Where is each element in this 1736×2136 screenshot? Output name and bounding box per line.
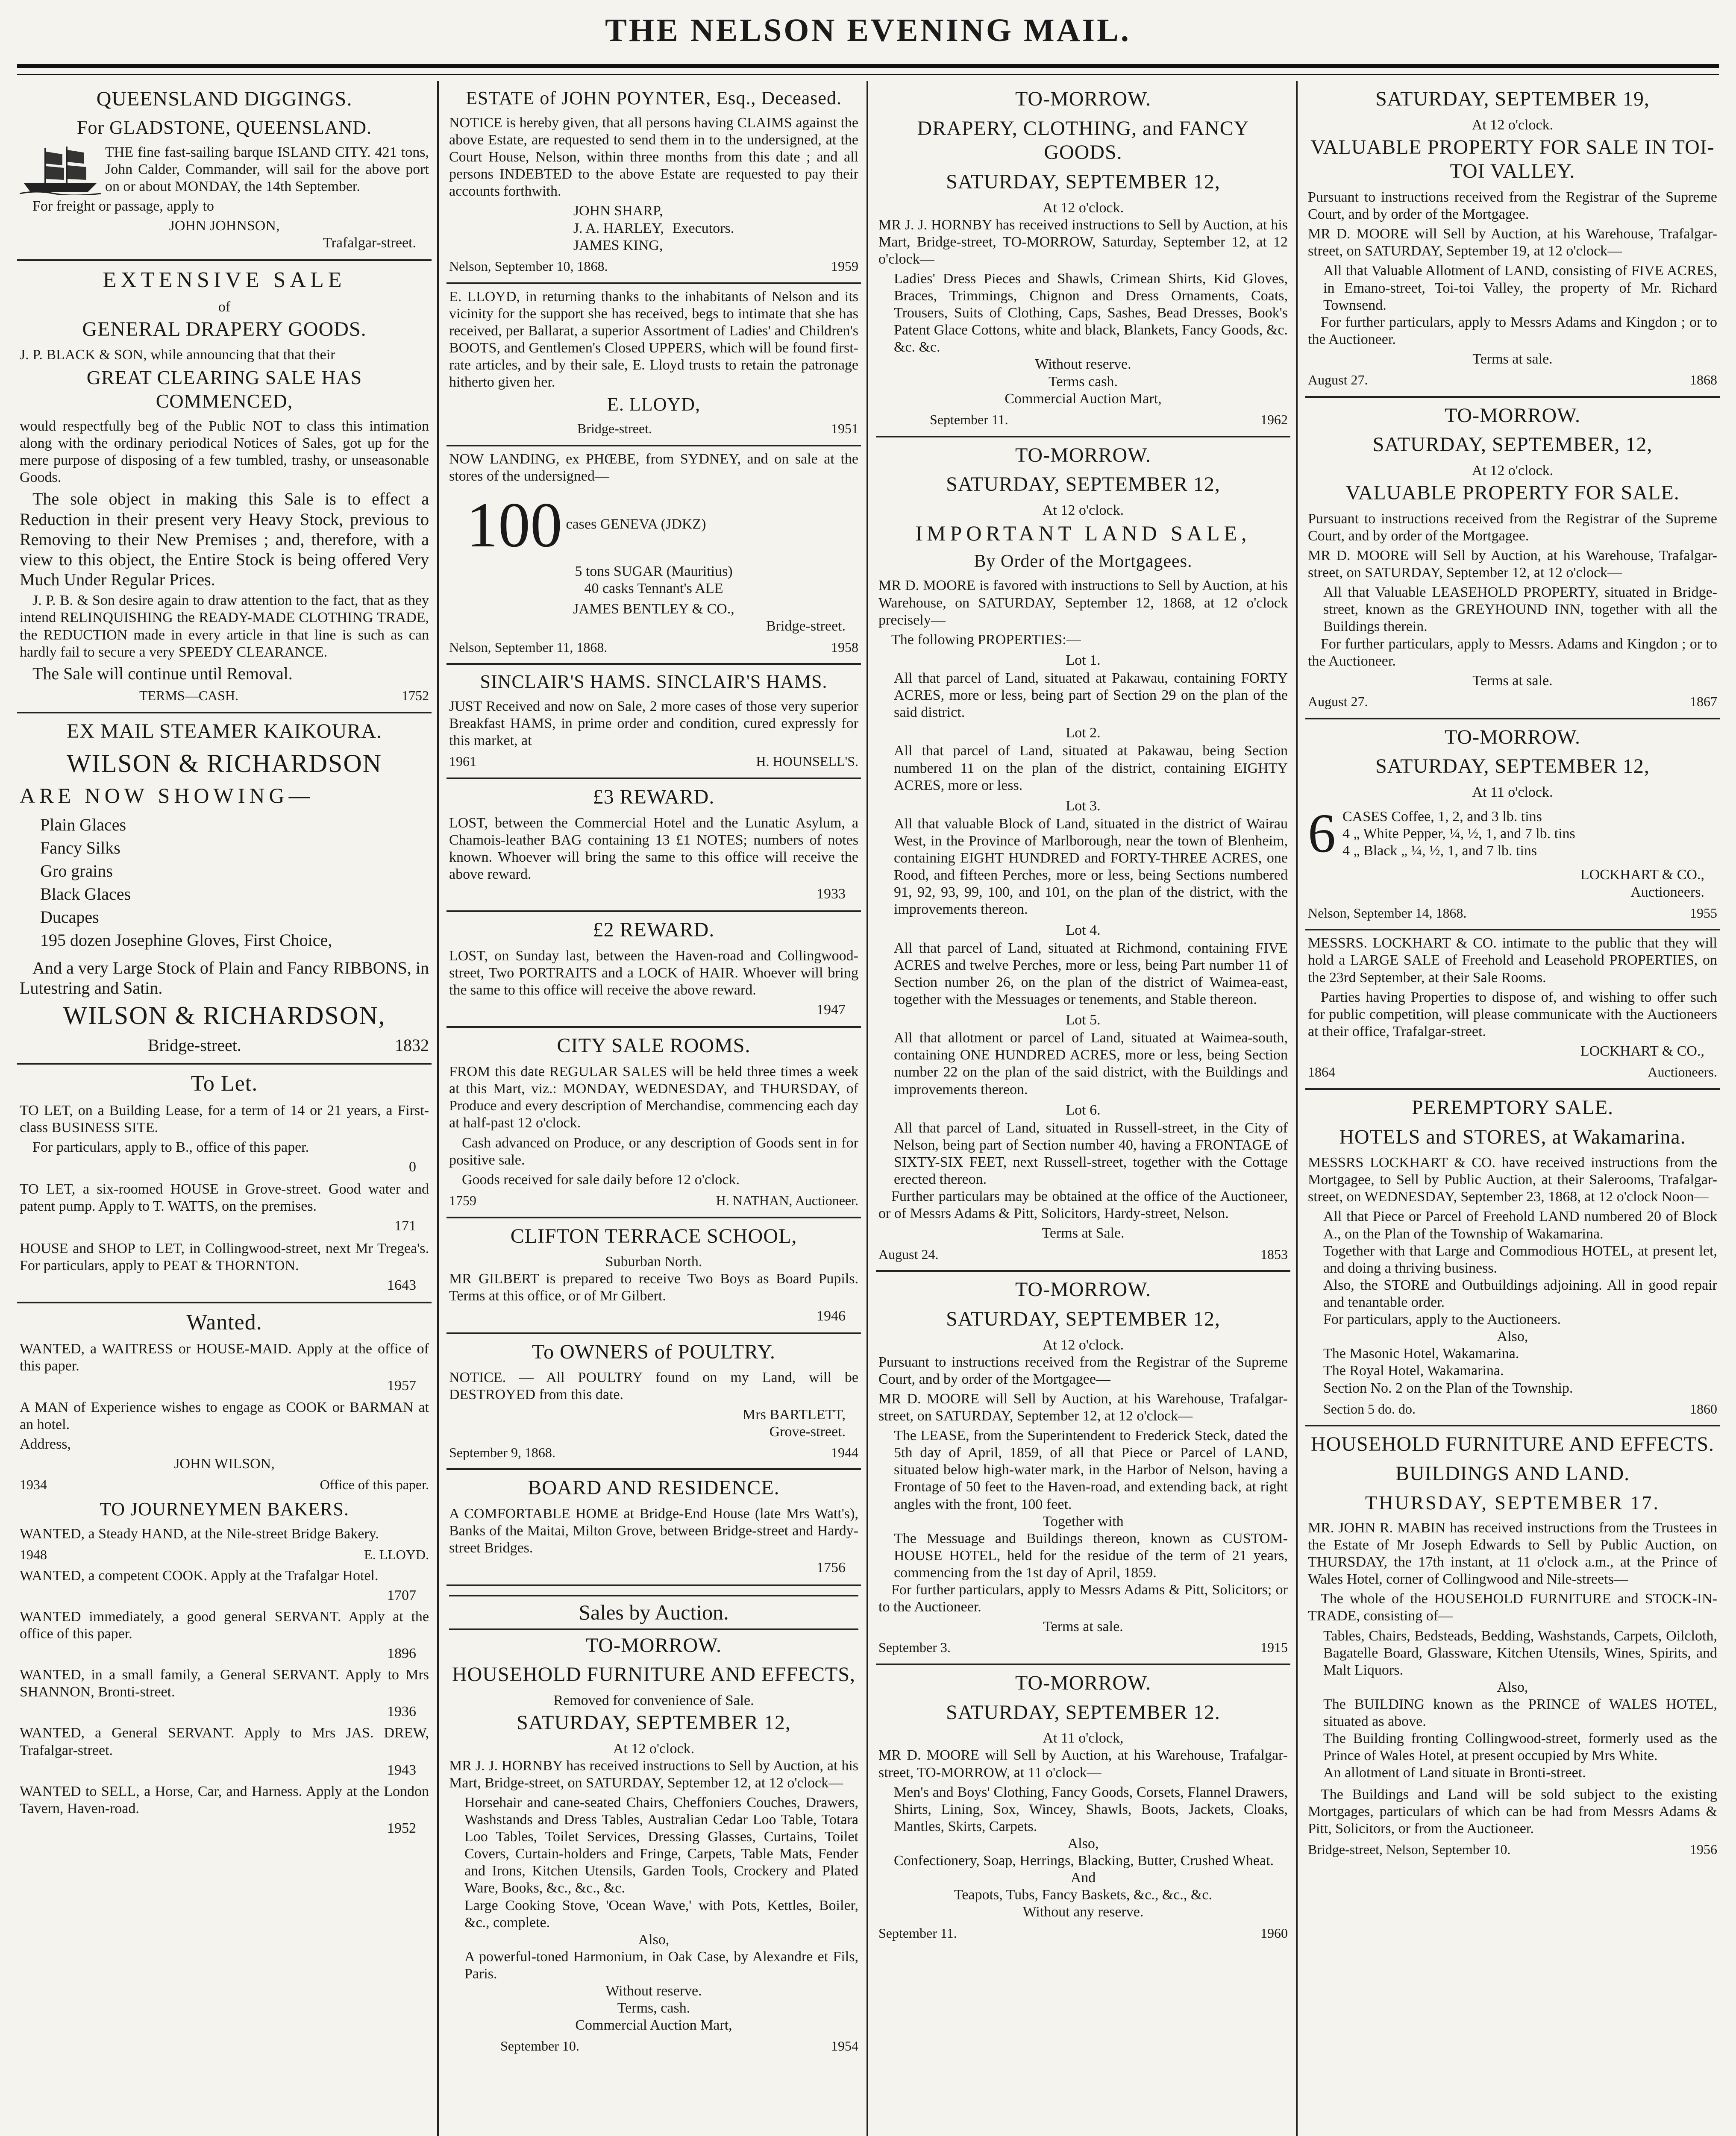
lot-text: All that parcel of Land, situated at Pakawau, containing FORTY ACRES, more or less, being part of Section 29 on the plan of the said district. [894,670,1288,721]
section-heading: Wanted. [186,1310,262,1335]
ad-kicker: TO-MORROW. [1444,725,1581,748]
ad-body: MR D. MOORE will Sell by Auction, at his Warehouse, Trafalgar-street, on SATURDAY, September 12, at 12 o'clock— [1308,548,1717,581]
ad-number: 1643 [387,1277,416,1293]
lot-text: All that parcel of Land, situated in Russell-street, in the City of Nelson, being part of Section number 40, having a FRONTAGE of SIXTY-SIX FEET, next Russell-street, together with the Cottage erected thereon. [894,1120,1288,1188]
ad-address: Bridge-street. [577,421,652,437]
ad-items: Confectionery, Soap, Herrings, Blacking, Butter, Crushed Wheat. [894,1853,1274,1869]
ad-title: To OWNERS of POULTRY. [532,1340,775,1363]
column-2 [446,81,861,2136]
ad-body: For further particulars, apply to Messrs Adams & Pitt, Solicitors; or to the Auctioneer. [878,1582,1288,1615]
ad-text: Also, [1067,1836,1099,1852]
ad-body: E. LLOYD, in returning thanks to the inhabitants of Nelson and its vicinity for the support she has received, begs to intimate that she has received, per Ballarat, a superior Assortment of Ladies' and Children's BOOTS, and Gentlemen's Closed UPPERS, which will be found first-rate articles, and by their sale, E. Lloyd trusts to retain the patronage hitherto given her. [449,288,858,390]
ad-time: At 11 o'clock. [1472,784,1553,800]
ad-body: JUST Received and now on Sale, 2 more cases of those very superior Breakfast HAMS, in prime order and condition, cured expressly for this market, at [449,698,858,749]
section-to-let [17,1065,432,1303]
ad-body: WANTED immediately, a good general SERVANT. Apply at the office of this paper. [20,1608,429,1642]
list-item: cases GENEVA (JDKZ) [566,516,706,532]
ad-wilson-richardson [17,713,432,1065]
ad-name: JAMES KING, [573,237,663,253]
ad-kicker: TO-MORROW. [1015,88,1151,110]
ad-date: SATURDAY, SEPTEMBER, 12, [1372,433,1653,456]
ad-title: £2 REWARD. [593,918,715,942]
ad-household-furniture [446,1586,861,2063]
ad-title: CITY SALE ROOMS. [557,1034,751,1057]
ad-title: CLIFTON TERRACE SCHOOL, [510,1224,797,1247]
ad-number: 1944 [831,1444,858,1460]
ad-body: Pursuant to instructions received from the Registrar of the Supreme Court, and by order of the Mortgagee— [878,1354,1288,1387]
ad-date: August 24. [878,1246,939,1262]
ad-date: Nelson, September 10, 1868. [449,258,608,274]
ad-number: 1960 [1260,1925,1288,1941]
ad-title: QUEENSLAND DIGGINGS. [96,88,352,110]
ad-body: A COMFORTABLE HOME at Bridge-End House (late Mrs Watt's), Banks of the Maitai, Milton Grove, between Bridge-street and Hardy-street Bridges. [449,1506,858,1556]
ad-sinclair-hams [446,665,861,779]
section-wanted [17,1303,432,1845]
ad-body: For particulars, apply to B., office of this paper. [32,1139,309,1156]
ad-date: SATURDAY, SEPTEMBER 12, [1375,755,1650,778]
ad-body: For particulars, apply to the Auctioneers. [1323,1312,1561,1328]
ad-phoebe-landing [446,446,861,665]
ad-title: EXTENSIVE SALE [103,268,346,293]
ad-body: LOST, on Sunday last, between the Haven-road and Collingwood-street, Two PORTRAITS and a LOCK of HAIR. Whoever will bring the same to this office will receive the above reward. [449,948,858,998]
ad-time: At 12 o'clock. [1472,117,1554,133]
ad-body: Further particulars may be obtained at the office of the Auctioneer, or of Messrs Adams & Pitt, Solicitors, Hardy-street, Nelson. [878,1188,1288,1222]
ad-items: Large Cooking Stove, 'Ocean Wave,' with Pots, Kettles, Boiler, &c., complete. [464,1897,858,1931]
big-number: 6 [1308,803,1336,865]
ad-number: 1955 [1690,905,1717,921]
ad-items: Tables, Chairs, Bedsteads, Bedding, Washstands, Carpets, Oilcloth, Bagatelle Board, Glassware, Kitchen Utensils, Wines, Spirits, and Malt Liquors. [1323,1628,1717,1678]
ad-date: Nelson, September 14, 1868. [1308,905,1467,921]
ad-body: FROM this date REGULAR SALES will be held three times a week at this Mart, viz.: MONDAY, WEDNESDAY, and THURSDAY, of Produce and every description of Merchandise, commencing each day at half-past 12 o'clock. [449,1064,858,1131]
ad-items: Also, the STORE and Outbuildings adjoining. All in good repair and tenantable order. [1323,1277,1717,1311]
ad-body: NOTICE. — All POULTRY found on my Land, will be DESTROYED from this date. [449,1370,858,1403]
ad-number: 1864 [1308,1064,1335,1080]
ad-prince-of-wales [1305,1426,1720,1865]
ad-name: LOCKHART & CO., [1580,1043,1704,1059]
ad-items: An allotment of Land situate in Bronti-street. [1323,1765,1586,1781]
ad-items: All that Valuable Allotment of LAND, consisting of FIVE ACRES, in Emano-street, Toi-toi Valley, the property of Mr. Richard Townsend. [1323,263,1717,313]
ad-number: 1959 [831,258,858,274]
ad-date: Nelson, September 11, 1868. [449,639,608,655]
ad-kicker: TO-MORROW. [1015,1672,1151,1695]
ad-items: Teapots, Tubs, Fancy Baskets, &c., &c., &c. [954,1887,1212,1903]
ad-name: JAMES BENTLEY & CO., [573,601,734,617]
ad-name: H. HOUNSELL'S. [756,754,858,769]
ad-body: For further particulars, apply to Messrs. Adams and Kingdon ; or to the Auctioneer. [1308,636,1717,669]
ad-body: MR D. MOORE is favored with instructions to Sell by Auction, at his Warehouse, on SATURDAY, September 12, 1868, at 12 o'clock precisely— [878,578,1288,628]
ad-name: Mrs BARTLETT, [743,1406,846,1423]
ad-address: Office of this paper. [320,1477,429,1493]
ad-board-residence [446,1470,861,1586]
ad-body: WANTED, in a small family, a General SERVANT. Apply to Mrs SHANNON, Bronti-street. [20,1667,429,1700]
ad-number: 1756 [817,1560,846,1576]
list-item: Plain Glaces [40,815,126,835]
ad-custom-house-lease [876,1272,1290,1665]
ad-items: The LEASE, from the Superintendent to Frederick Steck, dated the 5th day of April, 1859, of all that Piece or Parcel of LAND, situated below high-water mark, in the Harbor of Nelson, having a Frontage of 50 feet to the Haven-road, and extending back, at right angles with the front, 100 feet. [894,1428,1288,1512]
ad-wakamarina-hotels [1305,1090,1720,1427]
ad-number: 1759 [449,1192,476,1208]
ad-body: WANTED, a Steady HAND, at the Nile-street Bridge Bakery. [20,1526,379,1542]
lot-label: Lot 5. [1066,1012,1101,1028]
column-rule [1296,81,1298,2136]
ad-body: The whole of the HOUSEHOLD FURNITURE and STOCK-IN-TRADE, consisting of— [1308,1591,1717,1624]
ad-subtitle: For GLADSTONE, QUEENSLAND. [76,117,372,138]
ad-number: 1946 [817,1308,846,1324]
lot-text: All that allotment or parcel of Land, situated at Waimea-south, containing ONE HUNDRED ACRES, more or less, being Section number 22 on the plan of the said district, with the Buildings and improvements thereon. [894,1030,1288,1097]
ad-body: WANTED, a competent COOK. Apply at the Trafalgar Hotel. [20,1567,379,1584]
ad-items: A powerful-toned Harmonium, in Oak Case, by Alexandre et Fils, Paris. [464,1948,858,1982]
ad-body: MR D. MOORE will Sell by Auction, at his Warehouse, Trafalgar-street, TO-MORROW, at 11 o'clock— [878,1747,1288,1781]
ad-date: SATURDAY, SEPTEMBER 12, [946,473,1220,496]
ad-body: J. P. B. & Son desire again to draw attention to the fact, that as they intend RELINQUISHING the READY-MADE CLOTHING TRADE, the REDUCTION made in every article in that line is such as can hardly fail to secure a very SPEEDY CLEARANCE. [20,593,429,660]
list-item: Black Glaces [40,884,131,904]
ad-body: Pursuant to instructions received from the Registrar of the Supreme Court, and by order of the Mortgagee. [1308,189,1717,223]
ad-name: JOHN SHARP, [573,203,663,219]
ad-body: WANTED, a WAITRESS or HOUSE-MAID. Apply at the office of this paper. [20,1341,429,1374]
ad-number: 1832 [395,1036,429,1055]
ad-items: The Messuage and Buildings thereon, known as CUSTOM-HOUSE HOTEL, held for the residue of the term of 21 years, commencing from the 1st day of April, 1859. [894,1530,1288,1581]
ad-date: SATURDAY, SEPTEMBER 12, [517,1711,791,1734]
masthead-rule [17,64,1719,75]
ad-title: HOTELS and STORES, at Wakamarina. [1339,1125,1686,1148]
ad-subtitle: By Order of the Mortgagees. [974,551,1193,571]
ad-number: 1936 [387,1704,416,1720]
list-item: 4 „ Black „ ¼, ½, 1, and 7 lb. tins [1342,842,1537,859]
ad-time: At 11 o'clock, [1043,1730,1124,1746]
ad-items: The BUILDING known as the PRINCE of WALES HOTEL, situated as above. [1323,1696,1717,1730]
list-item: CASES Coffee, 1, 2, and 3 lb. tins [1342,808,1542,824]
ad-address: Commercial Auction Mart, [575,2017,732,2033]
ad-items: The Building fronting Collingwood-street, formerly used as the Prince of Wales Hotel, at present occupied by Mrs White. [1323,1731,1717,1764]
ad-toi-toi-valley [1305,81,1720,398]
ad-number: 0 [409,1159,416,1175]
ad-body: Address, [20,1436,71,1452]
ad-address: Bridge-street. [766,618,846,634]
list-item: 5 tons SUGAR (Mauritius) [575,563,733,580]
list-item: Section 5 do. do. [1323,1401,1416,1417]
ad-kicker: TO-MORROW. [1444,404,1581,427]
ad-clothing-confectionery [876,1665,1290,1949]
ad-subtitle: Removed for convenience of Sale. [553,1692,754,1708]
ad-number: 1952 [387,1820,416,1836]
list-item: 4 „ White Pepper, ¼, ½, 1, and 7 lb. tins [1342,825,1575,842]
ad-number: 1853 [1260,1246,1288,1262]
ad-body: MR J. J. HORNBY has received instructions to Sell by Auction, at his Mart, Bridge-street, TO-MORROW, Saturday, September 12, at 12 o'clock— [878,217,1288,267]
ad-date: SATURDAY, SEPTEMBER 12, [946,1307,1220,1330]
ad-number: 171 [394,1218,416,1234]
ad-date: SATURDAY, SEPTEMBER 12. [946,1701,1220,1724]
ad-body: J. P. BLACK & SON, while announcing that that their [20,347,335,363]
ad-heading: TO JOURNEYMEN BAKERS. [100,1498,349,1520]
ad-number: 1948 [20,1546,47,1562]
ad-name: E. LLOYD, [607,394,700,415]
ad-role: Auctioneers. [1630,884,1704,900]
column-rule [867,81,868,2136]
ad-terms: TERMS—CASH. [139,687,239,703]
column-3 [876,81,1290,2136]
ad-name: J. A. HARLEY, [573,220,664,236]
ad-name: LOCKHART & CO., [1580,867,1704,883]
ad-text: Also, [638,1931,670,1948]
list-item: Ducapes [40,907,99,927]
ad-number: 1958 [831,639,858,655]
ad-drapery-sale [17,261,432,713]
ad-body: NOW LANDING, ex PHŒBE, from SYDNEY, and on sale at the stores of the undersigned— [449,451,858,484]
ad-name: JOHN JOHNSON, [169,217,280,234]
ad-body: The Buildings and Land will be sold subject to the existing Mortgages, particulars of which can be had from Messrs Adams & Pitt, Solicitors, or from the Auctioneer. [1308,1786,1717,1837]
ad-number: 1860 [1690,1401,1717,1417]
ad-number: 1896 [387,1645,416,1661]
section-heading: To Let. [191,1071,258,1096]
ad-lockhart-large-sale [1305,930,1720,1090]
ad-body: THE fine fast-sailing barque ISLAND CITY. 421 tons, John Calder, Commander, will sail for the above port on or about MONDAY, the 14th September. [105,144,429,194]
ad-firm: WILSON & RICHARDSON [66,749,382,778]
ad-text: Without reserve. [1035,356,1131,373]
ad-date: Bridge-street, Nelson, September 10. [1308,1841,1511,1857]
list-item: 195 dozen Josephine Gloves, First Choice, [40,930,332,950]
ad-date: September 11. [930,411,1008,427]
ad-poultry [446,1334,861,1470]
ad-lloyd-boots [446,284,861,446]
ad-body: would respectfully beg of the Public NOT to class this intimation along with the ordinary periodical Notices of Sales, got up for the mere purpose of disposing of a few tumbled, trashy, or unseasonable Goods. [20,418,429,486]
list-item: The Royal Hotel, Wakamarina. [1323,1363,1504,1379]
lot-text: All that parcel of Land, situated at Richmond, containing FIVE ACRES and twelve Perches, more or less, being Part number 11 of Section number 26, on the plan of the district of Waimea-east, together with the Messuages or tenements, and Stable thereon. [894,940,1288,1007]
ad-body: And a very Large Stock of Plain and Fancy RIBBONS, in Lutestring and Satin. [20,958,429,998]
ad-text: Together with [1043,1513,1124,1529]
ad-body: MR J. J. HORNBY has received instructions to Sell by Auction, at his Mart, Bridge-street, on SATURDAY, September 12, at 12 o'clock— [449,1758,858,1791]
ad-body: WANTED to SELL, a Horse, Car, and Harness. Apply at the London Tavern, Haven-road. [20,1783,429,1816]
ad-title: HOUSEHOLD FURNITURE AND EFFECTS, [452,1663,856,1686]
ad-date: September 11. [878,1925,957,1941]
ad-number: 1933 [817,886,846,902]
ad-clifton-school [446,1218,861,1334]
ad-time: At 12 o'clock. [1042,200,1124,216]
ad-reward-3 [446,779,861,912]
lot-text: All that valuable Block of Land, situated in the district of Wairau West, in the Province of Marlborough, near the town of Blenheim, containing EIGHT HUNDRED and FORTY-THREE ACRES, one Rood, and fifteen Perches, more or less, being Sections numbered 91, 92, 93, 99, 100, and 101, on the plan of the district, with the improvements thereon. [894,816,1288,918]
ad-date: August 27. [1308,693,1368,709]
ad-number: 1957 [387,1378,416,1394]
ad-number: 1956 [1690,1841,1717,1857]
ad-items: Men's and Boys' Clothing, Fancy Goods, Corsets, Flannel Drawers, Shirts, Lining, Sox, Wincey, Shawls, Boots, Jackets, Cloaks, Mantles, Skirts, Carpets. [894,1784,1288,1834]
ad-body: WANTED, a General SERVANT. Apply to Mrs JAS. DREW, Trafalgar-street. [20,1725,429,1758]
ad-body: The following PROPERTIES:— [891,631,1081,648]
ad-body: LOST, between the Commercial Hotel and the Lunatic Asylum, a Chamois-leather BAG containing 13 £1 NOTES; numbers of notes known. Whoever will bring the same to this office will receive the above reward. [449,815,858,883]
ad-title: HOUSEHOLD FURNITURE AND EFFECTS. [1310,1433,1715,1456]
ad-body: MR GILBERT is prepared to receive Two Boys as Board Pupils. Terms at this office, or of Mr Gilbert. [449,1271,858,1304]
ad-body: A MAN of Experience wishes to engage as COOK or BARMAN at an hotel. [20,1399,429,1432]
lot-text: All that parcel of Land, situated at Pakawau, being Section numbered 11 on the plan of the district, containing EIGHTY ACRES, more or less. [894,743,1288,793]
ad-terms: Terms cash. [1049,373,1118,390]
ad-address: Trafalgar-street. [323,235,416,251]
ad-body: MR. JOHN R. MABIN has received instructions from the Trustees in the Estate of Mr Joseph Edwards to Sell by Public Auction, on THURSDAY, the 17th instant, at 11 o'clock a.m., at the Prince of Wales Hotel, corner of Collingwood and Nile-streets— [1308,1520,1717,1587]
ad-title: GENERAL DRAPERY GOODS. [82,317,367,340]
ad-items: Ladies' Dress Pieces and Shawls, Crimean Shirts, Kid Gloves, Braces, Trimmings, Chignon and Dress Ornaments, Coats, Trousers, Suits of Clothing, Caps, Sashes, Bead Dresses, Book's Patent Glace Cottons, white and black, Blankets, Fancy Goods, &c. &c. &c. [894,270,1288,355]
ad-number: 1943 [387,1762,416,1778]
ad-items: All that Piece or Parcel of Freehold LAND numbered 20 of Block A., on the Plan of the Township of Wakamarina. [1323,1209,1717,1242]
ad-terms: Terms at sale. [1472,672,1553,689]
ad-important-land-sale [876,437,1290,1272]
ad-name: H. NATHAN, Auctioneer. [716,1192,858,1208]
ad-drapery-auction [876,81,1290,437]
ad-date: September 3. [878,1640,951,1655]
ad-heading: ARE NOW SHOWING— [20,783,314,808]
ad-title: BOARD AND RESIDENCE. [528,1476,780,1499]
ad-number: 1868 [1690,372,1717,388]
ad-text: of [218,299,231,315]
ad-body: MESSRS. LOCKHART & CO. intimate to the public that they will hold a LARGE SALE of Freehold and Leasehold PROPERTIES, on the 23rd September, at their Sale Rooms. [1308,935,1717,986]
ad-role: Executors. [672,220,734,236]
ad-number: 1961 [449,754,476,769]
lot-label: Lot 1. [1066,652,1101,668]
ad-number: 1934 [20,1477,47,1493]
ad-items: All that Valuable LEASEHOLD PROPERTY, situated in Bridge-street, known as the GREYHOUND INN, together with all the Buildings therein. [1323,584,1717,635]
ad-kicker: TO-MORROW. [585,1634,722,1657]
ad-time: At 12 o'clock. [613,1740,695,1757]
ad-date: September 10. [500,2038,579,2054]
ad-text: And [1070,1870,1096,1886]
list-item: Fancy Silks [40,838,120,858]
ad-coffee-pepper [1305,719,1720,931]
ad-title: VALUABLE PROPERTY FOR SALE IN TOI-TOI VALLEY. [1310,135,1715,183]
lot-label: Lot 6. [1066,1102,1101,1118]
ad-title: BUILDINGS AND LAND. [1395,1462,1630,1485]
ad-number: 1962 [1260,411,1288,427]
ad-number: 1867 [1690,693,1717,709]
goods-list [20,813,429,952]
ad-body: For freight or passage, apply to [32,198,214,214]
ad-kicker: TO-MORROW. [1015,1278,1151,1301]
list-item: The Masonic Hotel, Wakamarina. [1323,1346,1519,1362]
ad-queensland-diggings [17,81,432,261]
list-item: Gro grains [40,861,113,881]
ad-body: For further particulars, apply to Messrs Adams and Kingdon ; or to the Auctioneer. [1308,314,1717,347]
ad-body: NOTICE is hereby given, that all persons having CLAIMS against the above Estate, are requested to send them in to the undersigned, at the Court House, Nelson, within three months from this date ; and all persons INDEBTED to the above Estate are requested to pay their accounts forthwith. [449,114,858,200]
ad-number: 1954 [831,2038,858,2054]
ad-title: VALUABLE PROPERTY FOR SALE. [1345,481,1680,505]
ad-body: TO LET, a six-roomed HOUSE in Grove-street. Good water and patent pump. Apply to T. WATTS, on the premises. [20,1181,429,1215]
ad-heading: GREAT CLEARING SALE HAS COMMENCED, [86,367,362,412]
ad-role: Auctioneers. [1648,1064,1717,1080]
list-item: 40 casks Tennant's ALE [584,581,723,597]
ad-title: IMPORTANT LAND SALE, [915,521,1251,545]
column-1 [17,81,432,2136]
ad-title: £3 REWARD. [593,786,715,809]
ad-title: EX MAIL STEAMER KAIKOURA. [67,719,382,742]
ad-date: September 9, 1868. [449,1444,555,1460]
ad-number: 1915 [1260,1640,1288,1655]
ad-address: Bridge-street. [148,1036,241,1055]
ad-body: MR D. MOORE will Sell by Auction, at his Warehouse, Trafalgar-street, on SATURDAY, September 12, at 12 o'clock— [878,1391,1288,1424]
ad-text: Also, [1497,1329,1528,1345]
ad-title: SINCLAIR'S HAMS. SINCLAIR'S HAMS. [480,671,828,692]
ad-terms: Terms, cash. [617,2000,690,2016]
ship-icon [20,144,101,195]
ad-time: At 12 o'clock. [1042,502,1124,518]
ad-title: ESTATE of JOHN POYNTER, Esq., Deceased. [466,88,842,109]
ad-text: Without any reserve. [1022,1904,1144,1920]
ad-body: MR D. MOORE will Sell by Auction, at his Warehouse, Trafalgar-street, on SATURDAY, September 19, at 12 o'clock— [1308,226,1717,259]
ad-estate-poynter [446,81,861,284]
ad-date: August 27. [1308,372,1368,388]
section-heading: Sales by Auction. [449,1595,858,1630]
ad-city-sale-rooms [446,1028,861,1218]
ad-number: 1947 [817,1002,846,1018]
ad-terms: Terms at sale. [1043,1619,1123,1635]
ad-greyhound-inn [1305,398,1720,719]
ad-body: The Sale will continue until Removal. [32,663,293,683]
ad-number: 1707 [387,1587,416,1603]
ad-date: SATURDAY, SEPTEMBER 12, [946,170,1220,193]
column-rule [437,81,439,2136]
ad-terms: Terms at sale. [1472,351,1553,367]
ad-title: PEREMPTORY SALE. [1411,1096,1614,1119]
ad-time: At 12 o'clock. [1472,463,1554,479]
masthead: THE NELSON EVENING MAIL. [605,12,1131,48]
ad-time: At 12 o'clock. [1042,1337,1124,1353]
ad-name: JOHN WILSON, [174,1455,275,1472]
ad-terms: Terms at Sale. [1042,1225,1125,1241]
column-4 [1305,81,1720,2136]
ad-address: Commercial Auction Mart, [1005,390,1162,407]
lot-label: Lot 4. [1066,922,1101,938]
ad-text: Also, [1497,1679,1528,1695]
lot-label: Lot 3. [1066,798,1101,814]
ad-name: E. LLOYD. [364,1546,429,1562]
ad-number: 1752 [402,687,429,703]
ad-items: Together with that Large and Commodious HOTEL, at present let, and doing a thriving business. [1323,1243,1717,1276]
ad-subtitle: Suburban North. [605,1254,702,1270]
ad-date: THURSDAY, SEPTEMBER 17. [1365,1491,1660,1514]
ad-body: Pursuant to instructions received from the Registrar of the Supreme Court, and by order of the Mortgagee. [1308,511,1717,544]
ad-body: Parties having Properties to dispose of, and wishing to offer such for public competition, will please communicate with the Auctioneers at their office, Trafalgar-street. [1308,989,1717,1039]
ad-text: Without reserve. [605,1983,702,1999]
ad-body: The sole object in making this Sale is to effect a Reduction in their present very Heavy Stock, previous to Removing to their New Premises ; and, therefore, with a view to this object, the Entire Stock is being offered Very Much Under Regular Prices. [20,489,429,590]
ad-number: 1951 [831,421,858,437]
lot-label: Lot 2. [1066,725,1101,741]
ad-body: MESSRS LOCKHART & CO. have received instructions from the Mortgagee, to Sell by Public Auction, at their Salerooms, Trafalgar-street, on WEDNESDAY, September 23, 1868, at 12 o'clock Noon— [1308,1155,1717,1205]
ad-body: TO LET, on a Building Lease, for a term of 14 or 21 years, a First-class BUSINESS SITE. [20,1102,429,1135]
ad-date: SATURDAY, SEPTEMBER 19, [1375,88,1650,110]
ad-body: Cash advanced on Produce, or any description of Goods sent in for positive sale. [449,1135,858,1168]
ad-kicker: TO-MORROW. [1015,443,1151,467]
ad-body: Goods received for sale daily before 12 o'clock. [462,1171,740,1188]
ad-title: DRAPERY, CLOTHING, and FANCY GOODS. [917,117,1249,164]
ad-reward-2 [446,912,861,1028]
ad-items: Horsehair and cane-seated Chairs, Cheffoniers Couches, Drawers, Washstands and Dress Tables, Australian Cedar Loo Table, Totara Loo Tables, Toilet Services, Dressing Glasses, Curtains, Toilet Covers, Curtain-holders and Fringe, Carpets, Table Mats, Fender and Irons, Kitchen Utensils, Garden Tools, Crockery and Plated Ware, Books, &c., &c., &c. [464,1794,858,1896]
ad-firm: WILSON & RICHARDSON, [63,1001,386,1030]
list-item: Section No. 2 on the Plan of the Township. [1323,1380,1573,1396]
ad-address: Grove-street. [769,1423,846,1440]
ad-body: HOUSE and SHOP to LET, in Collingwood-street, next Mr Tregea's. For particulars, apply to PEAT & THORNTON. [20,1240,429,1273]
big-number: 100 [466,490,562,561]
